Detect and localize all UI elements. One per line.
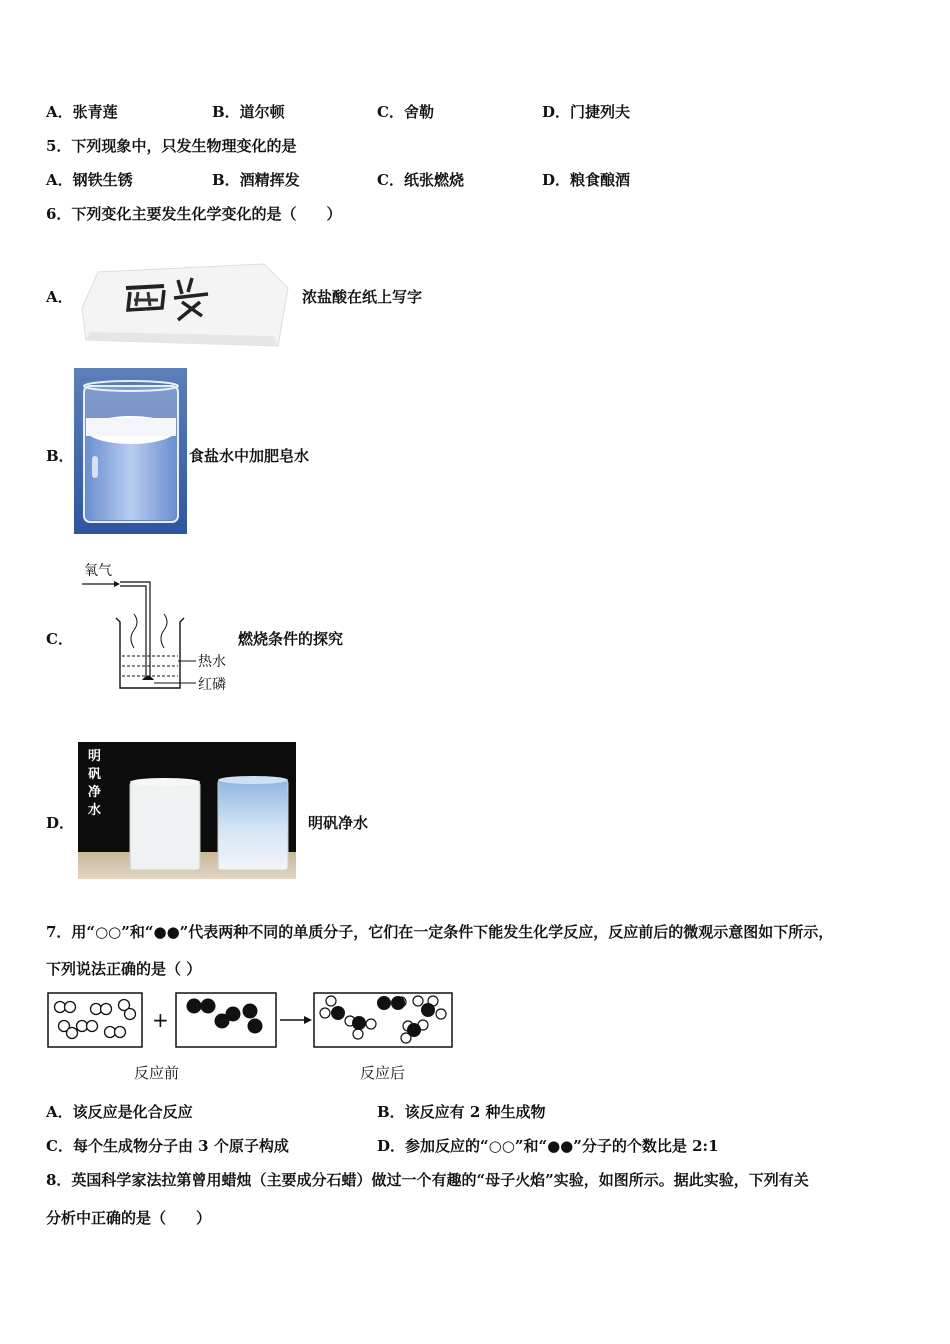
q6-option-c-label: C． xyxy=(46,630,73,648)
hot-water-label: 热水 xyxy=(198,654,226,670)
q7-stem-line2: 下列说法正确的是（ ） xyxy=(46,960,202,978)
q6-option-d-label: D． xyxy=(46,814,75,832)
after-reaction-label: 反应后 xyxy=(360,1064,406,1082)
q6-option-a-label: A． xyxy=(46,288,73,306)
q6-option-c-caption: 燃烧条件的探究 xyxy=(238,630,344,648)
q7-option-d: D．参加反应的“○○”和“●●”分子的个数比是 2:1 xyxy=(377,1137,719,1155)
q5-option-a: A．钢铁生锈 xyxy=(46,171,133,189)
q8-stem-line2: 分析中正确的是（ ） xyxy=(46,1209,212,1227)
q5-option-d: D．粮食酿酒 xyxy=(542,171,631,189)
alum-vertical-char-4: 水 xyxy=(88,803,102,818)
before-reaction-label: 反应前 xyxy=(134,1064,180,1082)
alum-vertical-char-1: 明 xyxy=(88,749,102,764)
q6-option-d-caption: 明矾净水 xyxy=(308,814,369,832)
q8-stem-line1: 8．英国科学家法拉第曾用蜡烛（主要成分石蜡）做过一个有趣的“母子火焰”实验，如图所示。据此实验，下列有关 xyxy=(46,1171,809,1189)
reaction-micro-diagram xyxy=(46,990,456,1054)
q4-option-a: A．张青莲 xyxy=(46,103,118,121)
q6-option-b-caption: 食盐水中加肥皂水 xyxy=(189,447,310,465)
q6-option-a-caption: 浓盐酸在纸上写字 xyxy=(302,288,423,306)
q4-option-c: C．舍勒 xyxy=(377,103,434,121)
combustion-apparatus-diagram xyxy=(80,560,236,696)
q4-option-b: B．道尔顿 xyxy=(212,103,285,121)
paper-writing-image xyxy=(78,258,300,350)
red-phosphorus-label: 红磷 xyxy=(198,677,226,693)
alum-purification-image xyxy=(78,742,296,879)
oxygen-label: 氧气 xyxy=(84,563,112,579)
beaker-soap-image xyxy=(74,368,187,534)
q7-option-b: B．该反应有 2 种生成物 xyxy=(377,1103,546,1121)
q7-option-a: A．该反应是化合反应 xyxy=(46,1103,193,1121)
q7-option-c: C．每个生成物分子由 3 个原子构成 xyxy=(46,1137,289,1155)
plus-sign: + xyxy=(152,1008,169,1032)
q5-option-b: B．酒精挥发 xyxy=(212,171,300,189)
alum-vertical-char-3: 净 xyxy=(88,785,102,800)
paper-written-char: 酸 xyxy=(208,294,212,299)
q4-option-d: D．门捷列夫 xyxy=(542,103,631,121)
q5-stem: 5．下列现象中，只发生物理变化的是 xyxy=(46,137,297,155)
q5-option-c: C．纸张燃烧 xyxy=(377,171,464,189)
q6-stem: 6．下列变化主要发生化学变化的是（ ） xyxy=(46,205,342,223)
q6-option-b-label: B． xyxy=(46,447,74,465)
alum-vertical-char-2: 矾 xyxy=(88,767,102,782)
q7-stem-line1: 7．用“○○”和“●●”代表两种不同的单质分子，它们在一定条件下能发生化学反应，反应前后的微观示意图如下所示， xyxy=(46,923,834,941)
